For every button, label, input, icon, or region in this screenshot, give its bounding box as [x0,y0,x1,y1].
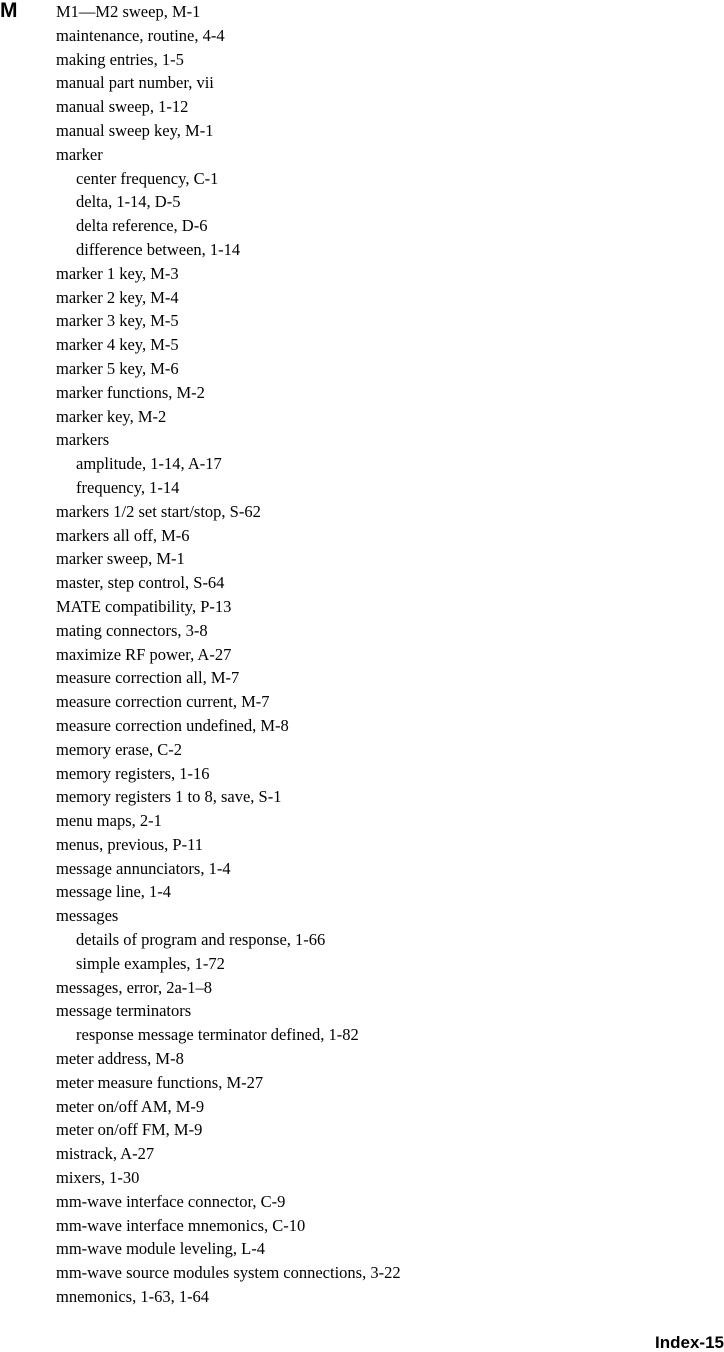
index-entry: meter on/off AM, M-9 [56,1096,205,1116]
index-entry: manual sweep, 1-12 [56,97,189,117]
index-entry: mm-wave interface mnemonics, C-10 [56,1215,306,1235]
index-subentry: response message terminator defined, 1-82 [76,1025,359,1045]
index-subentry: difference between, 1-14 [76,239,241,259]
index-entry: memory erase, C-2 [56,739,182,759]
index-entry: manual part number, vii [56,73,214,93]
index-entry: mating connectors, 3-8 [56,620,208,640]
index-entry: marker 2 key, M-4 [56,287,179,307]
index-entry: making entries, 1-5 [56,49,184,69]
index-entry: master, step control, S-64 [56,573,225,593]
index-entry: mm-wave module leveling, L-4 [56,1239,265,1259]
index-entry: messages, error, 2a-1–8 [56,977,213,997]
index-entry: mm-wave source modules system connections, 3-22 [56,1263,401,1283]
index-entry: marker 5 key, M-6 [56,358,179,378]
index-entry: menus, previous, P-11 [56,834,203,854]
index-subentry: amplitude, 1-14, A-17 [76,454,222,474]
index-entry: mistrack, A-27 [56,1144,155,1164]
index-entry: MATE compatibility, P-13 [56,596,232,616]
index-entry: maximize RF power, A-27 [56,644,232,664]
index-entry: markers [56,430,110,450]
index-subentry: delta reference, D-6 [76,216,208,236]
index-subentry: frequency, 1-14 [76,477,180,497]
index-entry: meter address, M-8 [56,1049,184,1069]
index-entry: manual sweep key, M-1 [56,120,214,140]
index-entry: measure correction undefined, M-8 [56,715,289,735]
index-subentry: simple examples, 1-72 [76,953,225,973]
index-entry: message annunciators, 1-4 [56,858,231,878]
index-entry: marker 4 key, M-5 [56,335,179,355]
index-entry: maintenance, routine, 4-4 [56,25,225,45]
index-entry: markers all off, M-6 [56,525,190,545]
index-entry: meter measure functions, M-27 [56,1072,264,1092]
index-entry: mnemonics, 1-63, 1-64 [56,1287,210,1307]
page-number: Index-15 [655,1333,724,1352]
index-entry: message terminators [56,1001,192,1021]
index-subentry: details of program and response, 1-66 [76,930,326,950]
index-entry-list [56,0,716,1309]
index-subentry: delta, 1-14, D-5 [76,192,181,212]
index-entry: menu maps, 2-1 [56,811,162,831]
index-entry: marker 3 key, M-5 [56,311,179,331]
section-letter: M [0,0,18,22]
index-entry: marker [56,144,103,164]
index-entry: marker key, M-2 [56,406,167,426]
index-entry: meter on/off FM, M-9 [56,1120,203,1140]
index-entry: measure correction current, M-7 [56,692,270,712]
index-entry: M1—M2 sweep, M-1 [56,2,201,21]
index-entry: mm-wave interface connector, C-9 [56,1191,286,1211]
index-subentry: center frequency, C-1 [76,168,219,188]
index-entry: markers 1/2 set start/stop, S-62 [56,501,261,521]
index-entry: message line, 1-4 [56,882,172,902]
index-entry: memory registers 1 to 8, save, S-1 [56,787,282,807]
index-entry: marker 1 key, M-3 [56,263,179,283]
index-entry: marker sweep, M-1 [56,549,185,569]
index-entry: measure correction all, M-7 [56,668,240,688]
index-entry: mixers, 1-30 [56,1168,140,1188]
index-entry: marker functions, M-2 [56,382,205,402]
index-entry: memory registers, 1-16 [56,763,210,783]
index-entry: messages [56,906,119,926]
